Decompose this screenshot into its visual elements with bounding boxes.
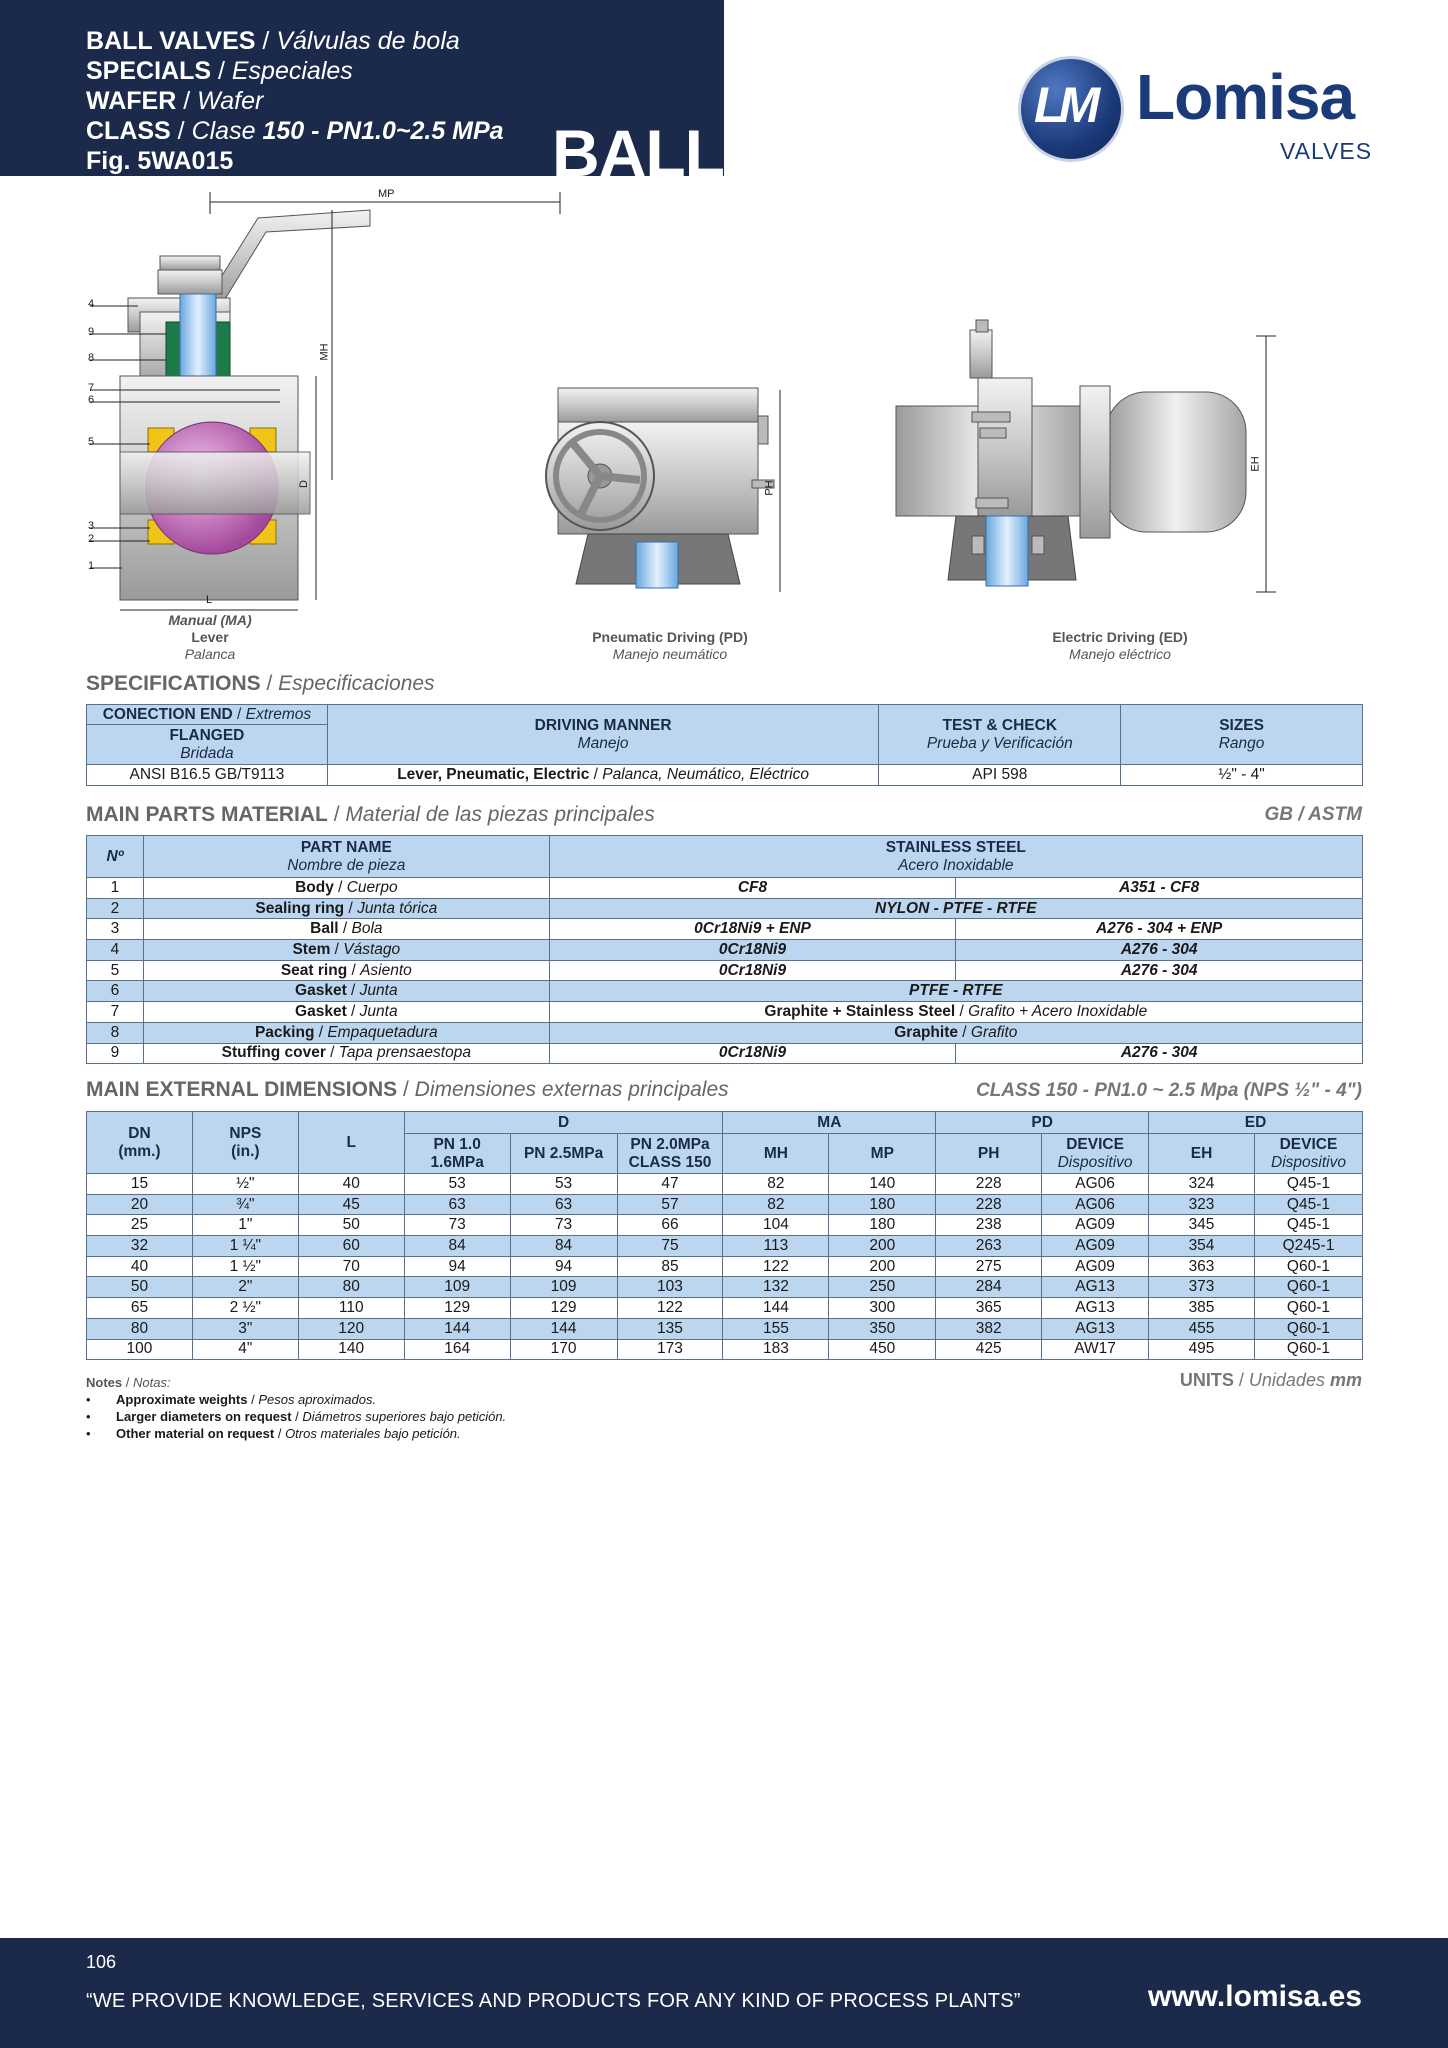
dim-cell: 455	[1149, 1318, 1255, 1339]
part-label-7: 7	[88, 382, 95, 394]
dim-cell: 129	[404, 1298, 510, 1319]
page-number: 106	[86, 1952, 117, 1972]
dim-cell: 85	[617, 1256, 723, 1277]
dim-cell: 25	[87, 1215, 193, 1236]
dim-cell: 70	[298, 1256, 404, 1277]
dim-cell: 284	[936, 1277, 1042, 1298]
dim-cell: 144	[510, 1318, 617, 1339]
dim-cell: 84	[510, 1236, 617, 1257]
notes	[86, 1374, 506, 1442]
dim-cell: 200	[829, 1236, 936, 1257]
spec-test: API 598	[879, 765, 1121, 786]
dim-cell: 1"	[192, 1215, 298, 1236]
part-label-6: 6	[88, 394, 95, 406]
dim-cell: 385	[1149, 1298, 1255, 1319]
technical-drawings	[80, 180, 1370, 670]
dim-mh-header: MH	[723, 1134, 829, 1174]
dim-cell: ¾"	[192, 1194, 298, 1215]
logo-mark: LM	[1034, 77, 1095, 133]
dim-ed-header: ED	[1149, 1112, 1363, 1134]
specifications-title: SPECIFICATIONS / Especificaciones	[86, 672, 435, 695]
dim-cell: 144	[723, 1298, 829, 1319]
dim-cell: 84	[404, 1236, 510, 1257]
dim-cell: 50	[87, 1277, 193, 1298]
header-big-word: BALL	[552, 116, 724, 176]
dim-ph-label: PH	[763, 480, 776, 496]
electric-drive-drawing	[896, 320, 1276, 592]
note-item: • Larger diameters on request / Diámetros superiores bajo petición.	[86, 1408, 506, 1425]
part-label-5: 5	[88, 436, 95, 448]
parts-header-row	[87, 836, 1363, 878]
dim-cell: 63	[404, 1194, 510, 1215]
dim-cell: 450	[829, 1339, 936, 1360]
dim-d-header: D	[404, 1112, 723, 1134]
header-line-specials: SPECIALS / Especiales	[86, 57, 353, 85]
dim-cell: 129	[510, 1298, 617, 1319]
dim-cell: 140	[829, 1174, 936, 1195]
parts-title: MAIN PARTS MATERIAL / Material de las piezas principales	[86, 803, 655, 826]
note-item: • Approximate weights / Pesos aproximados.	[86, 1391, 506, 1408]
dim-cell: 250	[829, 1277, 936, 1298]
dim-row	[87, 1298, 1363, 1319]
dim-cell: 75	[617, 1236, 723, 1257]
dim-cell: 94	[510, 1256, 617, 1277]
dim-nps-header: NPS (in.)	[192, 1112, 298, 1174]
dim-pn25-header: PN 2.5MPa	[510, 1134, 617, 1174]
part-label-8: 8	[88, 352, 95, 364]
dim-row	[87, 1236, 1363, 1257]
dim-cell: 140	[298, 1339, 404, 1360]
dim-pd-device-header: DEVICE Dispositivo	[1042, 1134, 1149, 1174]
specifications-table	[86, 704, 1363, 786]
dim-cell: 82	[723, 1174, 829, 1195]
footer	[0, 1938, 1448, 2048]
dim-l-header: L	[298, 1112, 404, 1174]
dim-cell: 144	[404, 1318, 510, 1339]
parts-row: 2 Sealing ring / Junta tórica NYLON - PTFE - RTFE	[87, 898, 1363, 919]
dim-cell: 120	[298, 1318, 404, 1339]
dim-cell: 238	[936, 1215, 1042, 1236]
header-line-wafer: WAFER / Wafer	[86, 87, 264, 115]
dim-cell: 53	[404, 1174, 510, 1195]
manual-valve-drawing	[90, 192, 560, 610]
dim-cell: 66	[617, 1215, 723, 1236]
dim-cell: 103	[617, 1277, 723, 1298]
spec-driving: Lever, Pneumatic, Electric / Palanca, Neumático, Eléctrico	[327, 765, 879, 786]
dim-cell: Q45-1	[1254, 1215, 1362, 1236]
website-link[interactable]: www.lomisa.es	[1148, 1980, 1362, 2013]
dim-dn-header: DN (mm.)	[87, 1112, 193, 1174]
caption-manual: Manual (MA) Lever Palanca	[168, 612, 252, 662]
parts-row: 5 Seat ring / Asiento 0Cr18Ni9 A276 - 304	[87, 960, 1363, 981]
parts-steel-header: STAINLESS STEEL Acero Inoxidable	[549, 836, 1362, 878]
dim-cell: Q60-1	[1254, 1298, 1362, 1319]
dim-cell: 104	[723, 1215, 829, 1236]
dim-row	[87, 1174, 1363, 1195]
dim-cell: 155	[723, 1318, 829, 1339]
dim-cell: 94	[404, 1256, 510, 1277]
header-line-class: CLASS / Clase 150 - PN1.0~2.5 MPa	[86, 117, 504, 145]
parts-no-header: Nº	[87, 836, 144, 878]
dim-cell: Q60-1	[1254, 1277, 1362, 1298]
dim-cell: 73	[404, 1215, 510, 1236]
header-fig: Fig. 5WA015	[86, 147, 234, 175]
dim-cell: 132	[723, 1277, 829, 1298]
dim-eh-header: EH	[1149, 1134, 1255, 1174]
dim-cell: 228	[936, 1194, 1042, 1215]
parts-standard: GB / ASTM	[1264, 804, 1362, 825]
dimensions-table	[86, 1111, 1363, 1360]
dim-cell: 80	[298, 1277, 404, 1298]
dim-cell: 20	[87, 1194, 193, 1215]
parts-row: 7 Gasket / Junta Graphite + Stainless Steel / Grafito + Acero Inoxidable	[87, 1002, 1363, 1023]
dim-pn20-header: PN 2.0MPa CLASS 150	[617, 1134, 723, 1174]
dim-cell: 110	[298, 1298, 404, 1319]
dim-row	[87, 1318, 1363, 1339]
spec-sizes: ½" - 4"	[1121, 765, 1363, 786]
dim-d-label: D	[297, 480, 310, 488]
dim-cell: 300	[829, 1298, 936, 1319]
spec-driving-header: DRIVING MANNER Manejo	[327, 705, 879, 765]
dim-cell: 173	[617, 1339, 723, 1360]
logo-sub: VALVES	[1280, 138, 1373, 164]
pneumatic-drive-drawing	[546, 388, 780, 592]
header-line-ball-valves: BALL VALVES / Válvulas de bola	[86, 27, 460, 55]
valve-drawings-svg	[80, 180, 1370, 670]
dim-cell: 47	[617, 1174, 723, 1195]
dim-cell: 365	[936, 1298, 1042, 1319]
logo-name: Lomisa	[1136, 61, 1355, 133]
part-label-2: 2	[88, 533, 95, 545]
dim-cell: 122	[617, 1298, 723, 1319]
dim-cell: 109	[510, 1277, 617, 1298]
dim-cell: AG09	[1042, 1215, 1149, 1236]
dim-row	[87, 1277, 1363, 1298]
dim-cell: 122	[723, 1256, 829, 1277]
note-item: • Other material on request / Otros materiales bajo petición.	[86, 1425, 506, 1442]
notes-list	[86, 1391, 506, 1442]
lomisa-logo	[1018, 52, 1373, 170]
dim-cell: 40	[87, 1256, 193, 1277]
part-label-3: 3	[88, 520, 95, 532]
dim-cell: 363	[1149, 1256, 1255, 1277]
dim-pn10-header: PN 1.0 1.6MPa	[404, 1134, 510, 1174]
dim-cell: 73	[510, 1215, 617, 1236]
dim-header-row-1	[87, 1112, 1363, 1134]
dim-cell: 350	[829, 1318, 936, 1339]
dim-cell: Q60-1	[1254, 1256, 1362, 1277]
dim-cell: 82	[723, 1194, 829, 1215]
spec-sizes-header: SIZES Rango	[1121, 705, 1363, 765]
dim-cell: 3"	[192, 1318, 298, 1339]
dim-cell: 1 ¼"	[192, 1236, 298, 1257]
spec-conection-header: CONECTION END / Extremos	[87, 705, 328, 725]
parts-row: 3 Ball / Bola 0Cr18Ni9 + ENP A276 - 304 + ENP	[87, 919, 1363, 940]
dim-cell: 373	[1149, 1277, 1255, 1298]
dim-cell: 180	[829, 1215, 936, 1236]
dim-cell: 15	[87, 1174, 193, 1195]
notes-title: Notes / Notas:	[86, 1375, 171, 1390]
dim-row	[87, 1194, 1363, 1215]
dim-cell: 164	[404, 1339, 510, 1360]
dim-ed-device-header: DEVICE Dispositivo	[1254, 1134, 1362, 1174]
dim-ph-header: PH	[936, 1134, 1042, 1174]
dim-cell: 53	[510, 1174, 617, 1195]
dim-cell: AG13	[1042, 1298, 1149, 1319]
dim-cell: AG09	[1042, 1236, 1149, 1257]
dim-cell: Q45-1	[1254, 1194, 1362, 1215]
dim-cell: 180	[829, 1194, 936, 1215]
dim-cell: 32	[87, 1236, 193, 1257]
part-label-9: 9	[88, 326, 95, 338]
dim-cell: 200	[829, 1256, 936, 1277]
dim-cell: AG09	[1042, 1256, 1149, 1277]
dim-cell: 63	[510, 1194, 617, 1215]
dim-mp-label: MP	[378, 188, 395, 200]
spec-flanged-header: FLANGED Bridada	[87, 725, 328, 765]
dim-cell: 275	[936, 1256, 1042, 1277]
dim-mp-header: MP	[829, 1134, 936, 1174]
dim-ma-header: MA	[723, 1112, 936, 1134]
dim-cell: AG06	[1042, 1194, 1149, 1215]
dim-row	[87, 1256, 1363, 1277]
dim-cell: 2 ½"	[192, 1298, 298, 1319]
units-label: UNITS / Unidades mm	[1179, 1370, 1362, 1390]
parts-row: 4 Stem / Vástago 0Cr18Ni9 A276 - 304	[87, 940, 1363, 961]
dim-cell: 40	[298, 1174, 404, 1195]
dim-cell: 100	[87, 1339, 193, 1360]
dim-cell: AG13	[1042, 1277, 1149, 1298]
dim-cell: 135	[617, 1318, 723, 1339]
dim-eh-label: EH	[1249, 456, 1262, 472]
dim-cell: AW17	[1042, 1339, 1149, 1360]
dim-row	[87, 1339, 1363, 1360]
parts-row: 6 Gasket / Junta PTFE - RTFE	[87, 981, 1363, 1002]
dim-cell: 263	[936, 1236, 1042, 1257]
dim-cell: 57	[617, 1194, 723, 1215]
dim-cell: 60	[298, 1236, 404, 1257]
dim-cell: 228	[936, 1174, 1042, 1195]
spec-data-row	[87, 765, 1363, 786]
dim-cell: Q245-1	[1254, 1236, 1362, 1257]
dim-cell: 382	[936, 1318, 1042, 1339]
dim-cell: 354	[1149, 1236, 1255, 1257]
dim-cell: 324	[1149, 1174, 1255, 1195]
dim-mh-label: MH	[318, 343, 331, 361]
dimensions-class: CLASS 150 - PN1.0 ~ 2.5 Mpa (NPS ½" - 4")	[975, 1080, 1362, 1101]
dim-cell: 425	[936, 1339, 1042, 1360]
dim-cell: Q60-1	[1254, 1339, 1362, 1360]
dim-l-label: L	[206, 594, 213, 606]
parts-table	[86, 835, 1363, 1064]
caption-electric: Electric Driving (ED) Manejo eléctrico	[1052, 629, 1188, 662]
dim-cell: Q45-1	[1254, 1174, 1362, 1195]
header-banner	[0, 0, 724, 176]
parts-row: 8 Packing / Empaquetadura Graphite / Grafito	[87, 1022, 1363, 1043]
dim-cell: Q60-1	[1254, 1318, 1362, 1339]
parts-row: 1 Body / Cuerpo CF8 A351 - CF8	[87, 878, 1363, 899]
dim-cell: 80	[87, 1318, 193, 1339]
parts-name-header: PART NAME Nombre de pieza	[143, 836, 549, 878]
part-label-1: 1	[88, 560, 95, 572]
dim-cell: 1 ½"	[192, 1256, 298, 1277]
dim-cell: 170	[510, 1339, 617, 1360]
dim-cell: 323	[1149, 1194, 1255, 1215]
spec-header-row	[87, 705, 1363, 725]
dim-cell: AG13	[1042, 1318, 1149, 1339]
dim-cell: 345	[1149, 1215, 1255, 1236]
parts-row: 9 Stuffing cover / Tapa prensaestopa 0Cr18Ni9 A276 - 304	[87, 1043, 1363, 1064]
caption-pneumatic: Pneumatic Driving (PD) Manejo neumático	[592, 629, 748, 662]
dim-cell: 2"	[192, 1277, 298, 1298]
footer-tagline: “WE PROVIDE KNOWLEDGE, SERVICES AND PRODUCTS FOR ANY KIND OF PROCESS PLANTS”	[86, 1990, 1021, 2012]
dim-row	[87, 1215, 1363, 1236]
spec-standard: ANSI B16.5 GB/T9113	[87, 765, 328, 786]
part-label-4: 4	[88, 298, 95, 310]
dim-cell: AG06	[1042, 1174, 1149, 1195]
dim-body	[87, 1174, 1363, 1360]
dim-pd-header: PD	[936, 1112, 1149, 1134]
dim-cell: 113	[723, 1236, 829, 1257]
dim-cell: ½"	[192, 1174, 298, 1195]
dimensions-title: MAIN EXTERNAL DIMENSIONS / Dimensiones externas principales	[86, 1078, 729, 1101]
dim-cell: 45	[298, 1194, 404, 1215]
dim-cell: 183	[723, 1339, 829, 1360]
dim-cell: 50	[298, 1215, 404, 1236]
dim-cell: 495	[1149, 1339, 1255, 1360]
dim-cell: 109	[404, 1277, 510, 1298]
dim-cell: 65	[87, 1298, 193, 1319]
dim-cell: 4"	[192, 1339, 298, 1360]
spec-test-header: TEST & CHECK Prueba y Verificación	[879, 705, 1121, 765]
